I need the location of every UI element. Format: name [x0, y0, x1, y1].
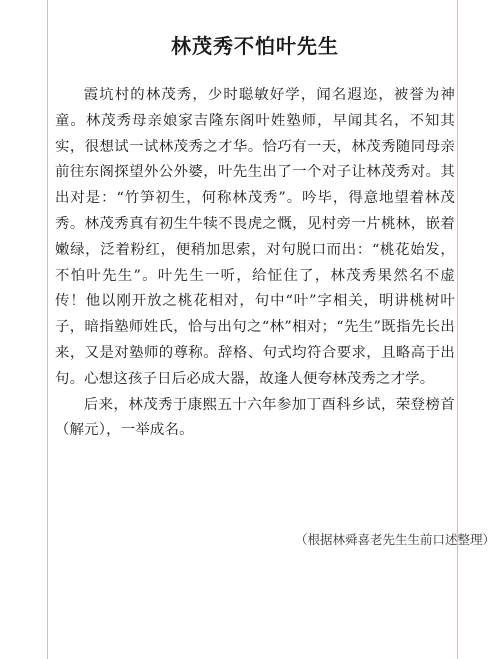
- right-margin-line: [457, 0, 458, 659]
- source-note: （根据林舜喜老先生生前口述整理）: [294, 532, 495, 547]
- paragraph-1: 霞坑村的林茂秀，少时聪敏好学，闻名遐迩，被誉为神童。林茂秀母亲娘家吉隆东阁叶姓塾师，早闻其名，不知其实，很想试一试林茂秀之才华。恰巧有一天，林茂秀随同母亲前往东阁探望外公外婆，叶先生出了一个对子让林茂秀对。其出对是：“竹笋初生，何称林茂秀”。吟毕，得意地望着林茂秀。林茂秀真有初生牛犊不畏虎之慨，见村旁一片桃林，嵌着嫩绿，泛着粉红，便稍加思索，对句脱口而出：“桃花始发，不怕叶先生”。叶先生一听，给怔住了，林茂秀果然名不虚传！他以刚开放之桃花相对，句中“叶”字相关，明讲桃树叶子，暗指塾师姓氏，恰与出句之“林”相对；“先生”既指先长出来，又是对塾师的尊称。辞格、句式均符合要求，且略高于出句。心想这孩子日后必成大器，故逢人便夸林茂秀之才学。: [55, 87, 455, 387]
- document-page: [55, 30, 455, 444]
- document-title: 林茂秀不怕叶先生: [171, 34, 339, 58]
- left-margin-line: [47, 0, 48, 659]
- paragraph-2: 后来，林茂秀于康熙五十六年参加丁酉科乡试，荣登榜首（解元），一举成名。: [55, 396, 455, 439]
